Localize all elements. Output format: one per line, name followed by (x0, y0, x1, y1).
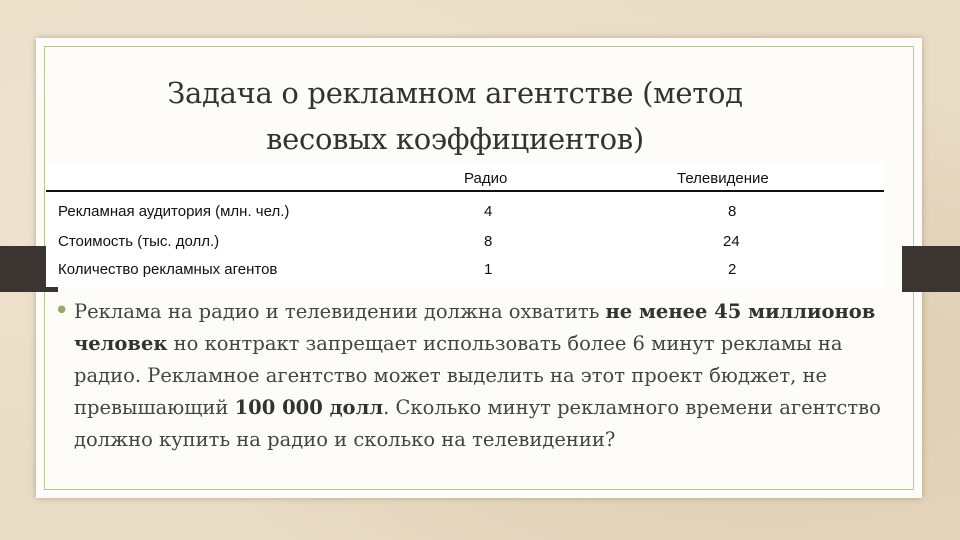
bullet-bold-audience: не менее 45 миллионов человек (74, 300, 876, 355)
column-header-tv: Телевидение (677, 170, 769, 187)
cell-audience-tv: 8 (728, 203, 737, 220)
column-header-radio: Радио (464, 170, 508, 187)
row-label-cost: Стоимость (тыс. долл.) (58, 233, 220, 250)
title-line-2: весовых коэффициентов) (266, 122, 644, 156)
data-table (46, 163, 884, 287)
table-header-rule (46, 190, 884, 192)
row-label-audience: Рекламная аудитория (млн. чел.) (58, 203, 290, 220)
row-label-agents: Количество рекламных агентов (58, 261, 278, 278)
right-side-tab (902, 246, 960, 292)
bullet-text-part-1: Реклама на радио и телевидении должна охватить (74, 300, 606, 323)
cell-agents-tv: 2 (728, 261, 737, 278)
bullet-text (74, 296, 884, 456)
bullet-text-part-2: но контракт запрещает использовать более 6 минут рекламы на радио. Рекламное агентство может выделить на этот проект бюджет, не превышающий (74, 332, 843, 419)
cell-cost-radio: 8 (484, 233, 493, 250)
bullet-icon: • (54, 296, 70, 326)
cell-cost-tv: 24 (723, 233, 740, 250)
slide-title (110, 70, 800, 162)
cell-audience-radio: 4 (484, 203, 493, 220)
bullet-text-part-3: . Сколько минут рекламного времени агентство должно купить на радио и сколько на телевидении? (74, 396, 881, 451)
bullet-bold-budget: 100 000 долл (234, 396, 384, 419)
problem-bullet (54, 296, 884, 456)
title-line-1: Задача о рекламном агентстве (метод (167, 76, 743, 110)
cell-agents-radio: 1 (484, 261, 493, 278)
